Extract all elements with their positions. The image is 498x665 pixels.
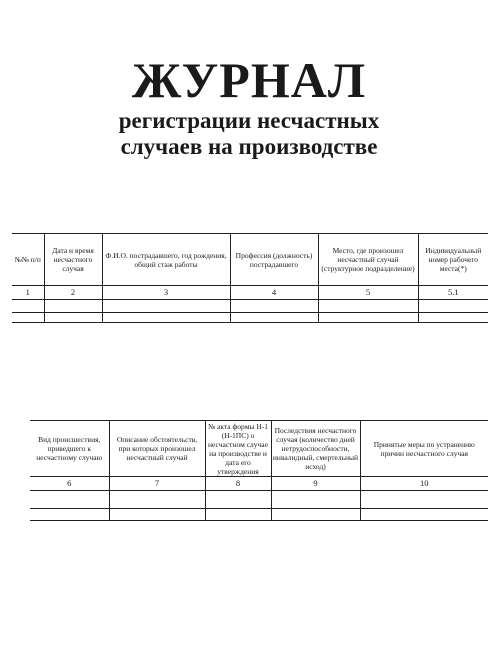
journal-subtitle-line2: случаев на производстве (120, 134, 378, 159)
header-act-number: № акта формы Н-1 (Н-1ПС) о несчастном случае на производстве и дата его утверждения (205, 421, 271, 477)
header-accident-place: Место, где произошел несчастный случай (структурное подразделение) (318, 234, 418, 286)
column-number: 3 (102, 286, 230, 300)
column-number: 5.1 (418, 286, 488, 300)
empty-cell[interactable] (109, 491, 205, 509)
empty-cell[interactable] (30, 509, 109, 521)
table-row (12, 300, 488, 313)
journal-title: ЖУРНАЛ (131, 52, 367, 108)
empty-cell[interactable] (44, 313, 102, 323)
empty-cell[interactable] (12, 313, 44, 323)
header-victim-profession: Профессия (должность) пострадавшего (230, 234, 318, 286)
empty-cell[interactable] (418, 300, 488, 313)
column-number: 9 (271, 477, 360, 491)
empty-cell[interactable] (360, 491, 488, 509)
empty-cell[interactable] (12, 300, 44, 313)
header-victim-name: Ф.И.О. пострадавшего, год рождения, общий стаж работы (102, 234, 230, 286)
empty-cell[interactable] (44, 300, 102, 313)
empty-cell[interactable] (30, 491, 109, 509)
empty-cell[interactable] (205, 491, 271, 509)
empty-cell[interactable] (230, 300, 318, 313)
journal-subtitle-line1: регистрации несчастных (118, 108, 380, 133)
empty-cell[interactable] (318, 313, 418, 323)
header-incident-type: Вид происшествия, приведшего к несчастному случаю (30, 421, 109, 477)
header-consequences: Последствия несчастного случая (количество дней нетрудоспособности, инвалидный, смертельный исход) (271, 421, 360, 477)
empty-cell[interactable] (102, 313, 230, 323)
column-number: 1 (12, 286, 44, 300)
column-number: 5 (318, 286, 418, 300)
registration-table-part1 (12, 233, 488, 323)
header-measures-taken: Принятые меры по устранению причин несчастного случая (360, 421, 488, 477)
column-number: 6 (30, 477, 109, 491)
empty-cell[interactable] (109, 509, 205, 521)
table-row (12, 313, 488, 323)
registration-table-part2 (30, 420, 488, 521)
header-accident-datetime: Дата и время несчастного случая (44, 234, 102, 286)
column-number: 2 (44, 286, 102, 300)
header-row-number: №№ п/п (12, 234, 44, 286)
column-number: 7 (109, 477, 205, 491)
column-number: 8 (205, 477, 271, 491)
empty-cell[interactable] (102, 300, 230, 313)
header-workplace-number: Индивидуальный номер рабочего места(*) (418, 234, 488, 286)
empty-cell[interactable] (271, 509, 360, 521)
column-number: 4 (230, 286, 318, 300)
empty-cell[interactable] (205, 509, 271, 521)
header-circumstances: Описание обстоятельств, при которых произошел несчастный случай (109, 421, 205, 477)
empty-cell[interactable] (318, 300, 418, 313)
table-row (30, 491, 488, 509)
empty-cell[interactable] (360, 509, 488, 521)
column-number: 10 (360, 477, 488, 491)
empty-cell[interactable] (230, 313, 318, 323)
empty-cell[interactable] (418, 313, 488, 323)
empty-cell[interactable] (271, 491, 360, 509)
table-row (30, 509, 488, 521)
